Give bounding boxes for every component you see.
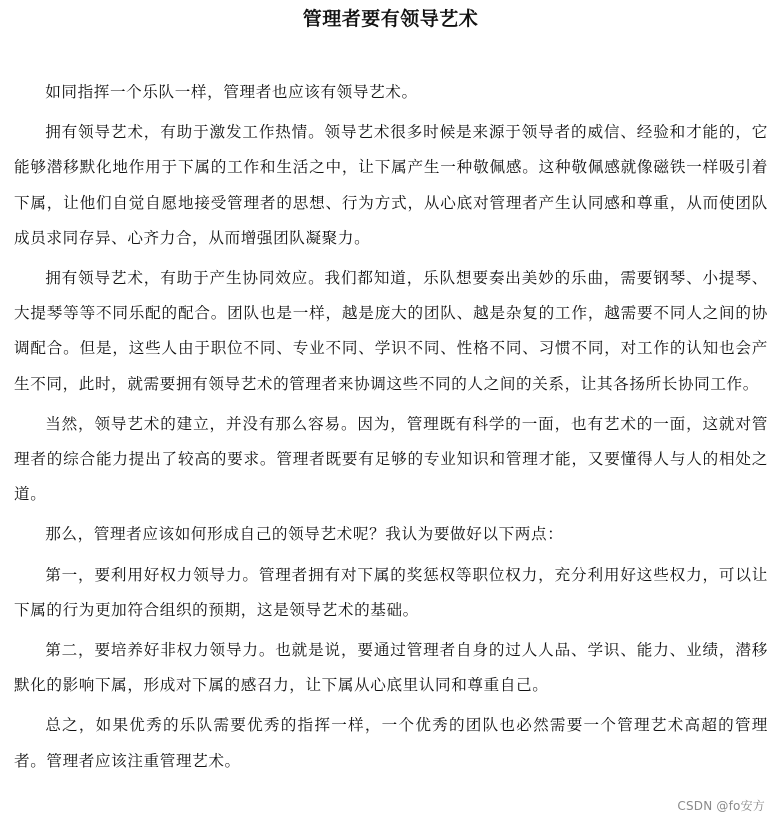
document-title: 管理者要有领导艺术 bbox=[302, 8, 479, 30]
csdn-watermark: CSDN @fo安方 bbox=[677, 799, 765, 813]
paragraph-question: 那么，管理者应该如何形成自己的领导艺术呢？我认为要做好以下两点： bbox=[45, 525, 564, 544]
paragraph-second-point: 第二，要培养好非权力领导力。也就是说，要通过管理者自身的过人人品、学识、能力、业绩，潜移默化的影响下属，形成对下属的感召力，让下属从心底里认同和尊重自己。 bbox=[14, 641, 768, 695]
document-body bbox=[14, 75, 768, 784]
paragraph-first-point: 第一，要利用好权力领导力。管理者拥有对下属的奖惩权等职位权力，充分利用好这些权力，可以让下属的行为更加符合组织的预期，这是领导艺术的基础。 bbox=[14, 565, 768, 619]
paragraph-intro: 如同指挥一个乐队一样，管理者也应该有领导艺术。 bbox=[45, 83, 418, 101]
paragraph-synergy: 拥有领导艺术，有助于产生协同效应。我们都知道，乐队想要奏出美妙的乐曲，需要钢琴、小提琴、大提琴等等不同乐配的配合。团队也是一样，越是庞大的团队、越是杂复的工作，越需要不同人之间的协调配合。但是，这些人由于职位不同、专业不同、学识不同、性格不同、习惯不同，对工作的认知也会产生不同，此时，就需要拥有领导艺术的管理者来协调这些不同的人之间的关系，让其各扬所长协同工作。 bbox=[14, 269, 768, 393]
paragraph-enthusiasm: 拥有领导艺术，有助于激发工作热情。领导艺术很多时候是来源于领导者的威信、经验和才能的，它能够潜移默化地作用于下属的工作和生活之中，让下属产生一种敬佩感。这种敬佩感就像磁铁一样吸引着下属，让他们自觉自愿地接受管理者的思想、行为方式，从心底对管理者产生认同感和尊重，从而使团队成员求同存异、心齐力合，从而增强团队凝聚力。 bbox=[14, 123, 768, 247]
paragraph-difficulty: 当然，领导艺术的建立，并没有那么容易。因为，管理既有科学的一面，也有艺术的一面，这就对管理者的综合能力提出了较高的要求。管理者既要有足够的专业知识和管理才能，又要懂得人与人的相处之道。 bbox=[14, 414, 768, 504]
paragraph-conclusion: 总之，如果优秀的乐队需要优秀的指挥一样，一个优秀的团队也必然需要一个管理艺术高超的管理者。管理者应该注重管理艺术。 bbox=[14, 716, 768, 770]
